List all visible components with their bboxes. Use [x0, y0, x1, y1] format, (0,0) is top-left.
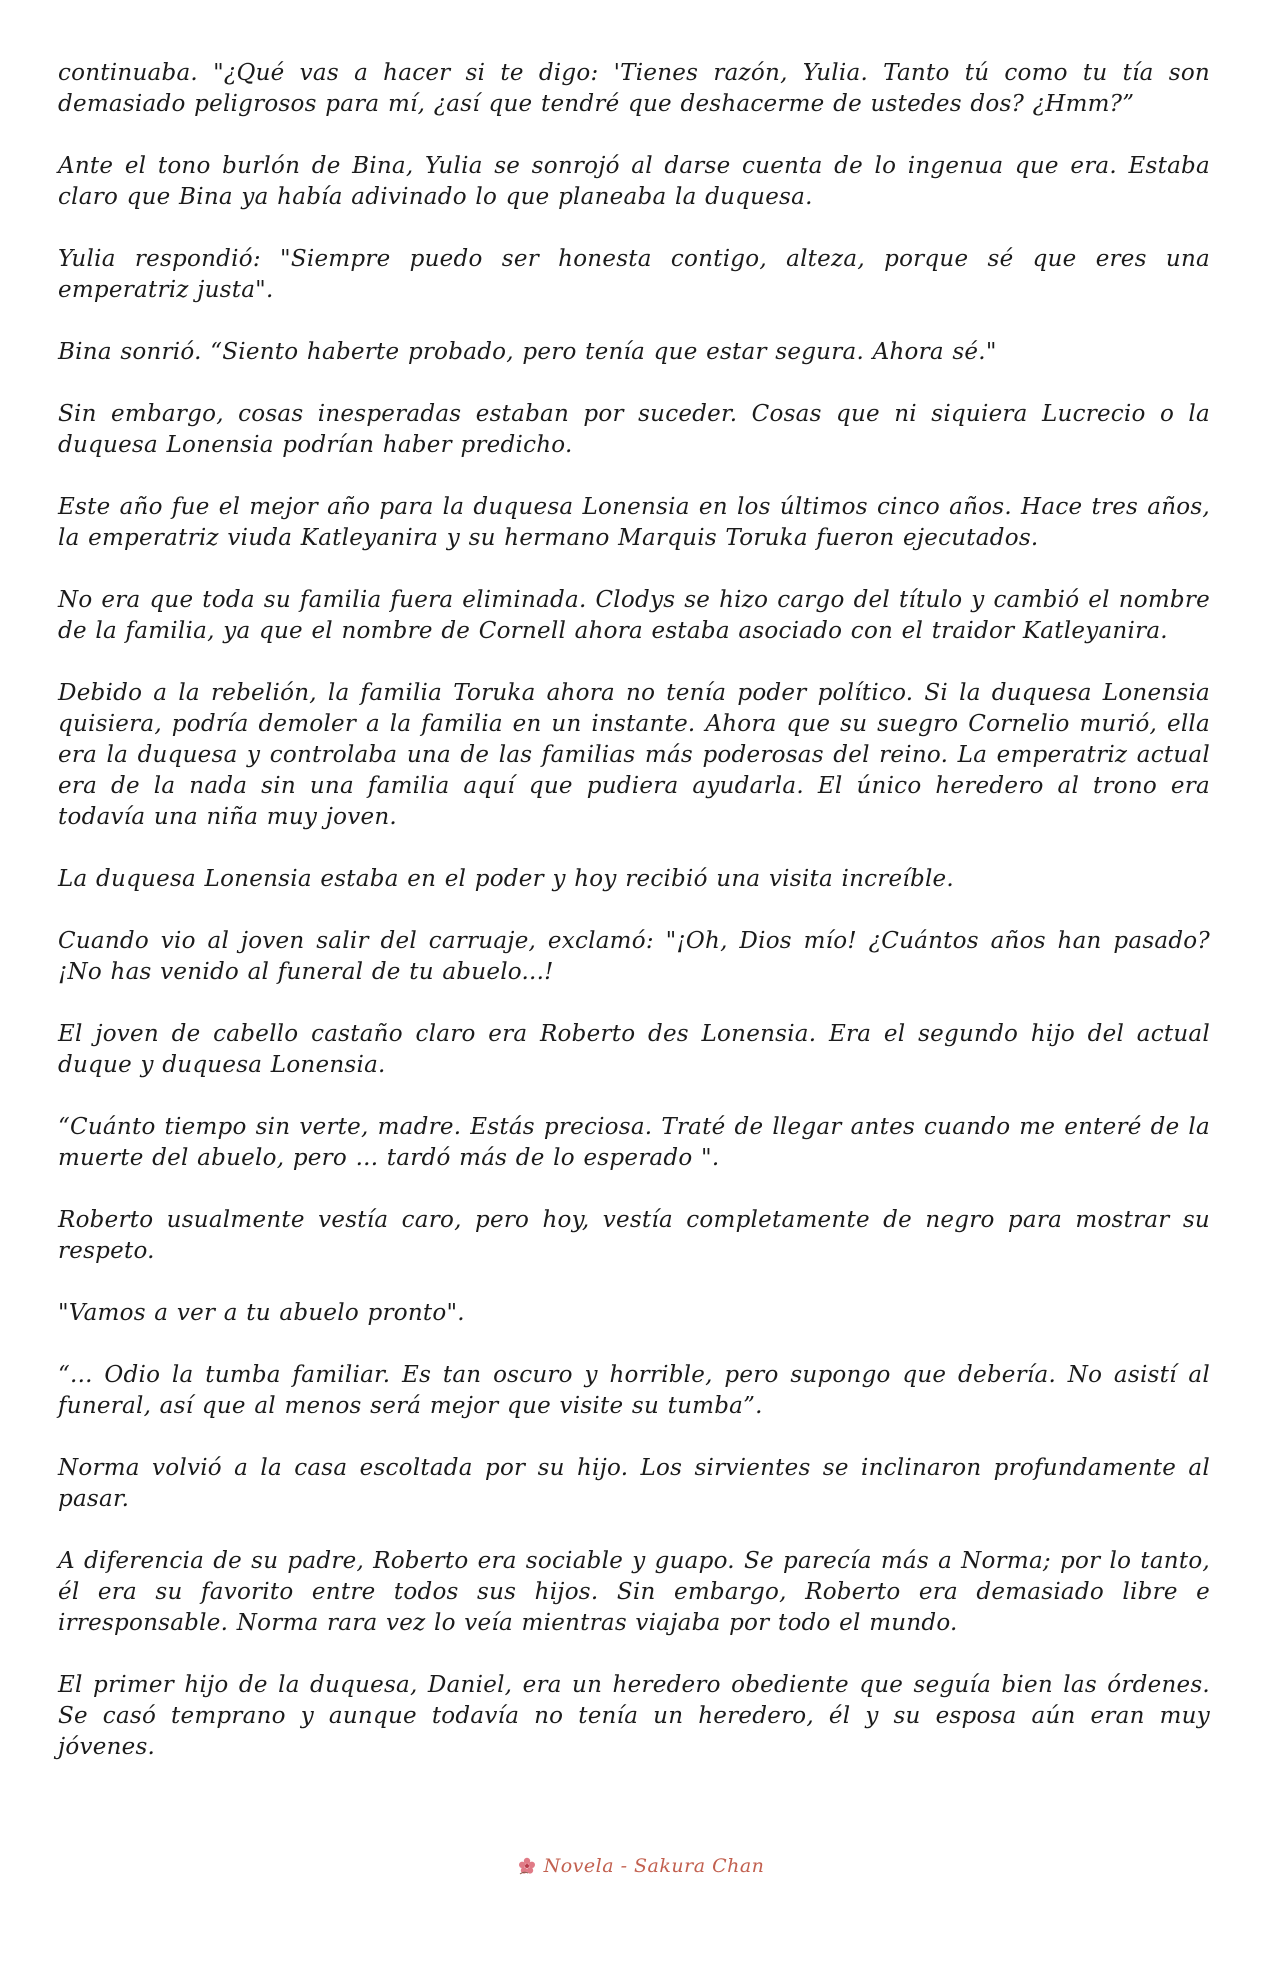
paragraph: Sin embargo, cosas inesperadas estaban por suceder. Cosas que ni siquiera Lucrecio o la duquesa Lonensia podrían haber predicho.	[58, 401, 1210, 458]
paragraph: Bina sonrió. “Siento haberte probado, pero tenía que estar segura. Ahora sé."	[58, 339, 997, 365]
footer-text: Novela - Sakura Chan	[543, 1855, 765, 1877]
sakura-flower-icon	[516, 1855, 538, 1877]
paragraph: A diferencia de su padre, Roberto era sociable y guapo. Se parecía más a Norma; por lo tanto, él era su favorito entre todos sus hijos. Sin embargo, Roberto era demasiado libre e irresponsable. Norma rara vez lo veía mientras viajaba por todo el mundo.	[58, 1548, 1210, 1636]
paragraph: No era que toda su familia fuera eliminada. Clodys se hizo cargo del título y cambió el nombre de la familia, ya que el nombre de Cornell ahora estaba asociado con el traidor Katleyanira.	[58, 587, 1210, 644]
document-body	[58, 58, 1210, 1794]
paragraph: Este año fue el mejor año para la duquesa Lonensia en los últimos cinco años. Hace tres años, la emperatriz viuda Katleyanira y su hermano Marquis Toruka fueron ejecutados.	[58, 494, 1210, 551]
footer-watermark	[0, 1855, 1280, 1882]
paragraph: Yulia respondió: "Siempre puedo ser honesta contigo, alteza, porque sé que eres una emperatriz justa".	[58, 246, 1210, 303]
paragraph: Norma volvió a la casa escoltada por su hijo. Los sirvientes se inclinaron profundamente al pasar.	[58, 1455, 1210, 1512]
paragraph: La duquesa Lonensia estaba en el poder y hoy recibió una visita increíble.	[58, 866, 954, 892]
paragraph: Debido a la rebelión, la familia Toruka ahora no tenía poder político. Si la duquesa Lonensia quisiera, podría demoler a la familia en un instante. Ahora que su suegro Cornelio murió, ella era la duquesa y controlaba una de las familias más poderosas del reino. La emperatriz actual era de la nada sin una familia aquí que pudiera ayudarla. El único heredero al trono era todavía una niña muy joven.	[58, 680, 1210, 830]
paragraph: “... Odio la tumba familiar. Es tan oscuro y horrible, pero supongo que debería. No asistí al funeral, así que al menos será mejor que visite su tumba”.	[58, 1362, 1210, 1419]
paragraph: El joven de cabello castaño claro era Roberto des Lonensia. Era el segundo hijo del actual duque y duquesa Lonensia.	[58, 1021, 1210, 1078]
paragraph: Roberto usualmente vestía caro, pero hoy, vestía completamente de negro para mostrar su respeto.	[58, 1207, 1210, 1264]
paragraph: Cuando vio al joven salir del carruaje, exclamó: "¡Oh, Dios mío! ¿Cuántos años han pasado? ¡No has venido al funeral de tu abuelo...!	[58, 928, 1210, 985]
paragraph: "Vamos a ver a tu abuelo pronto".	[58, 1300, 465, 1326]
paragraph: El primer hijo de la duquesa, Daniel, era un heredero obediente que seguía bien las órdenes. Se casó temprano y aunque todavía no tenía un heredero, él y su esposa aún eran muy jóvenes.	[58, 1672, 1210, 1760]
paragraph: “Cuánto tiempo sin verte, madre. Estás preciosa. Traté de llegar antes cuando me enteré de la muerte del abuelo, pero ... tardó más de lo esperado ".	[58, 1114, 1210, 1171]
paragraph: continuaba. "¿Qué vas a hacer si te digo: 'Tienes razón, Yulia. Tanto tú como tu tía son demasiado peligrosos para mí, ¿así que tendré que deshacerme de ustedes dos? ¿Hmm?”	[58, 60, 1210, 117]
paragraph: Ante el tono burlón de Bina, Yulia se sonrojó al darse cuenta de lo ingenua que era. Estaba claro que Bina ya había adivinado lo que planeaba la duquesa.	[58, 153, 1210, 210]
footer-credit	[516, 1855, 765, 1877]
